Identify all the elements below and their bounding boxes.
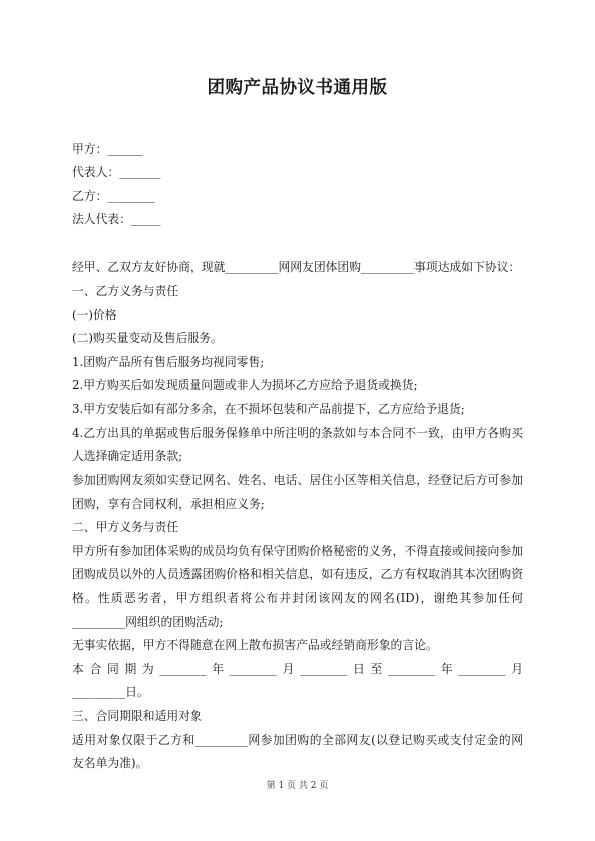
- intro-line: 经甲、乙双方友好协商，现就_________网网友团体团购_________事项达成如下协议：: [72, 260, 521, 274]
- clause-line: 3.甲方安装后如有部分多余，在不损坏包装和产品前提下，乙方应给予退货;: [72, 402, 465, 416]
- clause-line: 2.甲方购买后如发现质量问题或非人为损坏乙方应给予退货或换货;: [72, 378, 418, 392]
- legal-rep-line: 法人代表：_____: [72, 212, 161, 226]
- term-line: _________日。: [72, 685, 149, 699]
- paragraph-line: 团购，享有合同权利，承担相应义务;: [72, 497, 265, 511]
- page-number-footer: 第 1 页 共 2 页: [266, 781, 329, 791]
- paragraph-line: 格。性质恶劣者，甲方组织者将公布并封闭该网友的网名(ID)，谢绝其参加任何: [72, 591, 523, 605]
- clause-line: 1.团购产品所有售后服务均视同零售;: [72, 355, 265, 369]
- party-a-line: 甲方：______: [72, 142, 143, 156]
- paragraph-line: 无事实依据，甲方不得随意在网上散布损害产品或经销商形象的言论。: [72, 638, 438, 652]
- subsection-heading: (一)价格: [72, 308, 117, 322]
- document-title: 团购产品协议书通用版: [207, 78, 388, 98]
- clause-line: 4.乙方出具的单据或售后服务保修单中所注明的条款如与本合同不一致，由甲方各购买: [72, 426, 523, 440]
- party-b-line: 乙方：________: [72, 189, 155, 203]
- paragraph-line: 团购成员以外的人员透露团购价格和相关信息，如有违反，乙方有权取消其本次团购资: [72, 567, 523, 581]
- subsection-heading: (二)购买量变动及售后服务。: [72, 331, 223, 345]
- representative-line: 代表人：_______: [72, 165, 161, 179]
- paragraph-line: 甲方所有参加团体采购的成员均负有保守团购价格秘密的义务，不得直接或间接向参加: [72, 544, 523, 558]
- section-heading: 二、甲方义务与责任: [72, 520, 179, 534]
- clause-line: 人选择确定适用条款;: [72, 449, 183, 463]
- term-line: 本合同期为________年________月________日至________年________月: [72, 662, 523, 676]
- section-heading: 三、合同期限和适用对象: [72, 709, 202, 723]
- paragraph-line: 适用对象仅限于乙方和_________网参加团购的全部网友(以登记购买或支付定金的网: [72, 733, 523, 747]
- section-heading: 一、乙方义务与责任: [72, 284, 179, 298]
- paragraph-line: 友名单为准)。: [72, 756, 148, 770]
- paragraph-line: _________网组织的团购活动;: [72, 615, 224, 629]
- paragraph-line: 参加团购网友须如实登记网名、姓名、电话、居住小区等相关信息，经登记后方可参加: [72, 473, 523, 487]
